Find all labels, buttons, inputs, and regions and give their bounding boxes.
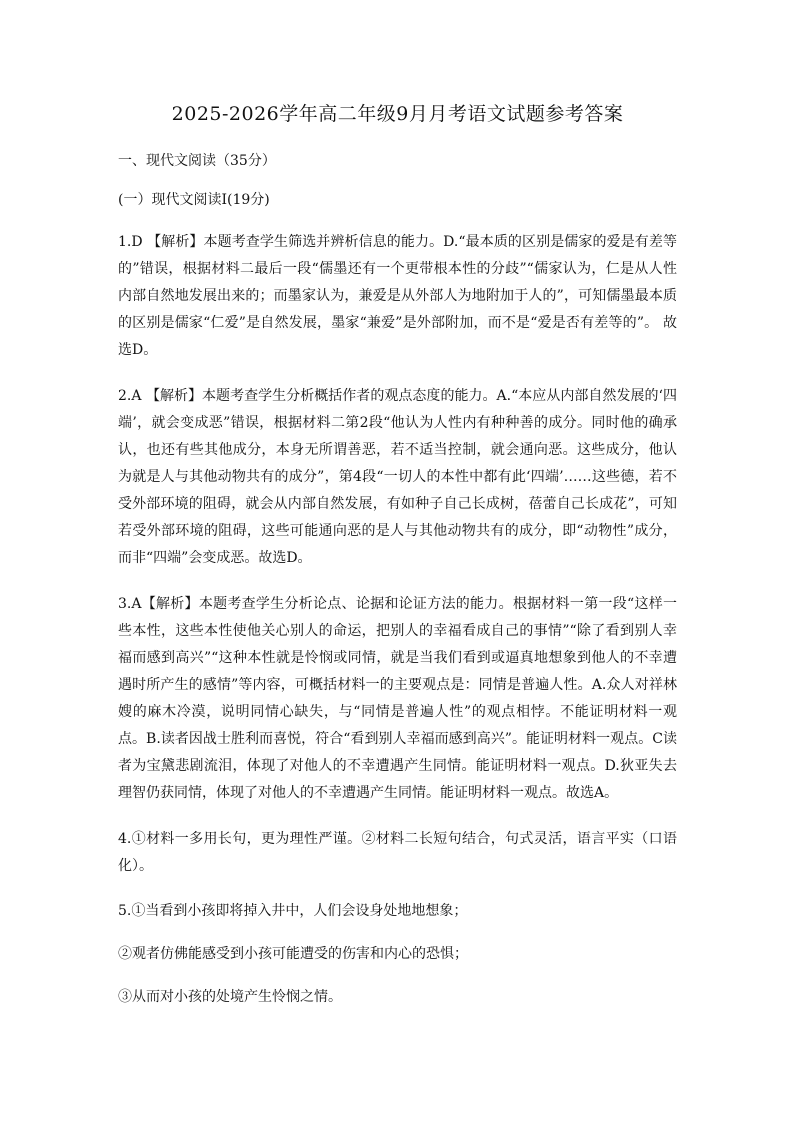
subsection-heading-reading-1: (一）现代文阅读Ⅰ(19分) [118,192,270,208]
answer-5-line-2: ②观者仿佛能感受到小孩可能遭受的伤害和内心的恐惧； [118,946,468,962]
document-title: 2025-2026学年高二年级9月月考语文试题参考答案 [171,103,624,125]
answer-5-line-3: ③从而对小孩的处境产生怜悯之情。 [118,989,342,1005]
answer-1: 1.D 【解析】本题考查学生筛选并辨析信息的能力。D.“最本质的区别是儒家的爱是有差等的”错误，根据材料二最后一段“儒墨还有一个更带根本性的分歧”“儒家认为，仁是从人性内部自然地发展出来的；而墨家认为，兼爱是从外部人为地附加于人的”，可知儒墨最本质的区别是儒家“仁爱”是自然发展，墨家“兼爱”是外部附加，而不是“爱是否有差等的”。 故选D。 [118,234,677,358]
answer-3: 3.A【解析】本题考查学生分析论点、论据和论证方法的能力。根据材料一第一段“这样一些本性，这些本性使他关心别人的命运，把别人的幸福看成自己的事情”“除了看到别人幸福而感到高兴”“这种本性就是怜悯或同情，就是当我们看到或逼真地想象到他人的不幸遭遇时所产生的感情”等内容，可概括材料一的主要观点是：同情是普遍人性。A.众人对祥林嫂的麻木冷漠，说明同情心缺失，与“同情是普遍人性”的观点相悖。不能证明材料一观点。B.读者因战士胜利而喜悦，符合“看到别人幸福而感到高兴”。能证明材料一观点。C读者为宝黛悲剧流泪，体现了对他人的不幸遭遇产生同情。能证明材料一观点。D.狄亚失去理智仍获同情，体现了对他人的不幸遭遇产生同情。能证明材料一观点。故选A。 [118,596,677,801]
answer-5-line-1: 5.①当看到小孩即将掉入井中，人们会设身处地地想象； [118,903,468,919]
answer-5 [118,899,677,1009]
section-heading-modern-reading: 一、现代文阅读（35分） [118,153,276,169]
answer-4: 4.①材料一多用长句，更为理性严谨。②材料二长短句结合，句式灵活，语言平实（口语化）。 [118,831,677,874]
answer-2: 2.A 【解析】本题考查学生分析概括作者的观点态度的能力。A.“本应从内部自然发展的‘四端’，就会变成恶”错误，根据材料二第2段“他认为人性内有种种善的成分。同时他的确承认，也还有些其他成分，本身无所谓善恶，若不适当控制，就会通向恶。这些成分，他认为就是人与其他动物共有的成分”，第4段“一切人的本性中都有此‘四端’……这些德，若不受外部环境的阻碍，就会从内部自然发展，有如种子自己长成树，蓓蕾自己长成花”，可知若受外部环境的阻碍，这些可能通向恶的是人与其他动物共有的成分，即“动物性”成分，而非“四端”会变成恶。故选D。 [118,388,677,566]
